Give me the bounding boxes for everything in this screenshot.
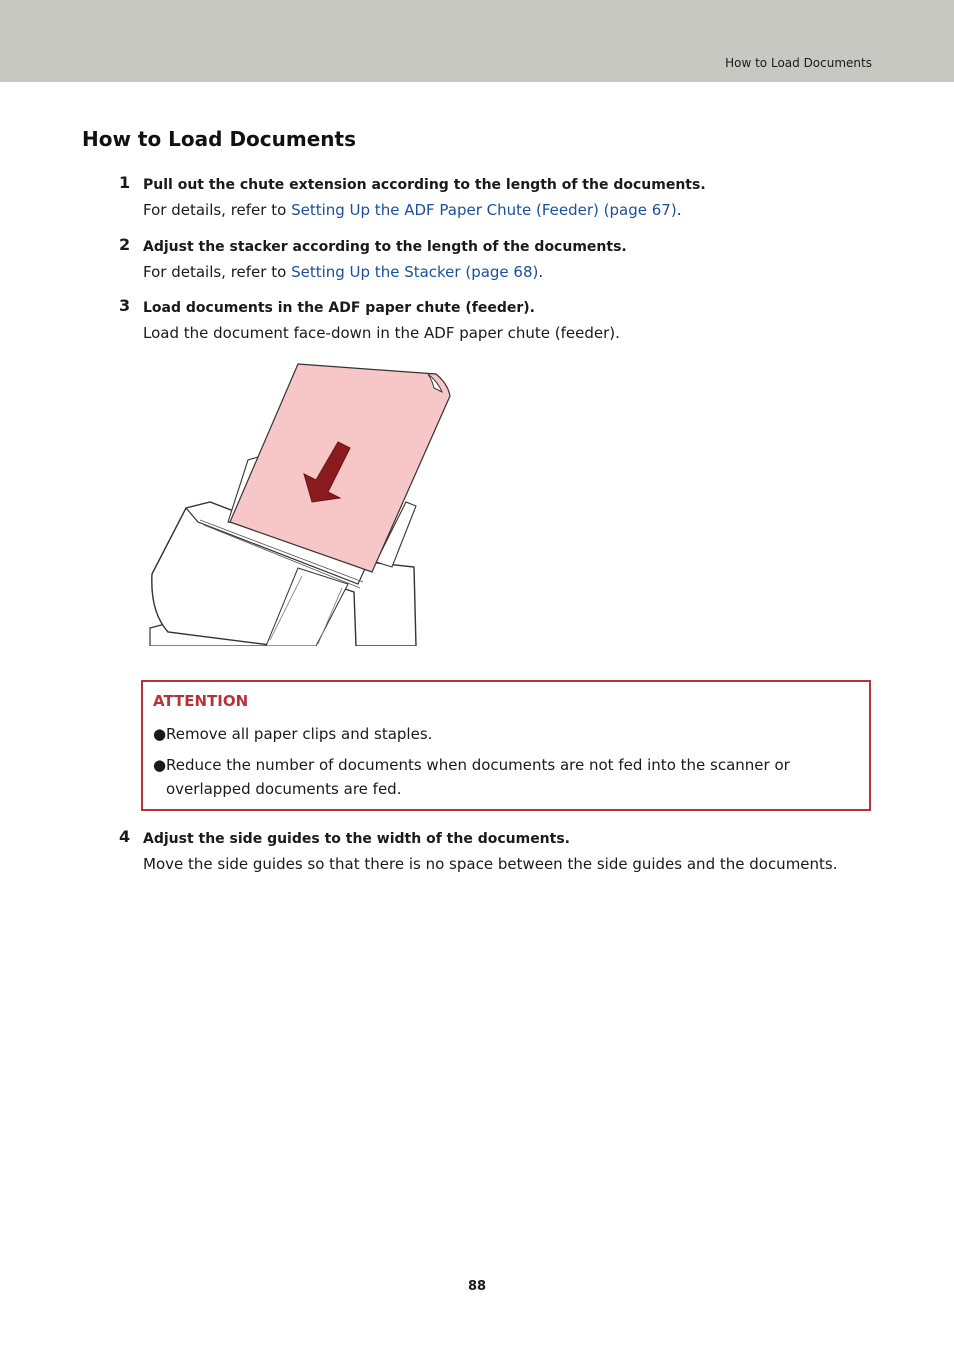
step-body	[143, 263, 543, 281]
step-body-period: .	[676, 201, 682, 219]
bullet-icon: ●	[153, 756, 167, 774]
page-title: How to Load Documents	[82, 127, 356, 151]
step-number: 3	[119, 296, 131, 315]
step-title: Load documents in the ADF paper chute (feeder).	[143, 300, 535, 316]
step-body	[143, 201, 681, 219]
bullet-icon: ●	[153, 725, 167, 743]
step-body: Move the side guides so that there is no space between the side guides and the documents.	[143, 855, 838, 873]
step-number: 2	[119, 235, 131, 254]
step-number: 1	[119, 173, 131, 192]
scanner-illustration-svg	[148, 362, 458, 646]
stacker-setup-link[interactable]: Setting Up the Stacker (page 68)	[291, 263, 539, 281]
step-title: Adjust the stacker according to the length of the documents.	[143, 239, 627, 255]
step-body: Load the document face-down in the ADF paper chute (feeder).	[143, 324, 620, 342]
page-header-band	[0, 0, 954, 82]
attention-item-text: Remove all paper clips and staples.	[166, 725, 433, 743]
step-body-text: For details, refer to	[143, 201, 292, 219]
attention-box	[141, 680, 871, 811]
running-header-title: How to Load Documents	[725, 56, 872, 70]
step-number: 4	[119, 827, 131, 846]
step-title: Adjust the side guides to the width of the documents.	[143, 831, 570, 847]
scanner-loading-illustration	[148, 362, 458, 646]
step-body-period: .	[538, 263, 544, 281]
attention-title: ATTENTION	[153, 692, 249, 710]
step-body-text: For details, refer to	[143, 263, 292, 281]
page-number: 88	[467, 1279, 487, 1294]
attention-item-text: Reduce the number of documents when documents are not fed into the scanner or overlapped documents are fed.	[166, 756, 790, 798]
chute-setup-link[interactable]: Setting Up the ADF Paper Chute (Feeder) (page 67)	[291, 201, 677, 219]
step-title: Pull out the chute extension according to the length of the documents.	[143, 177, 706, 193]
